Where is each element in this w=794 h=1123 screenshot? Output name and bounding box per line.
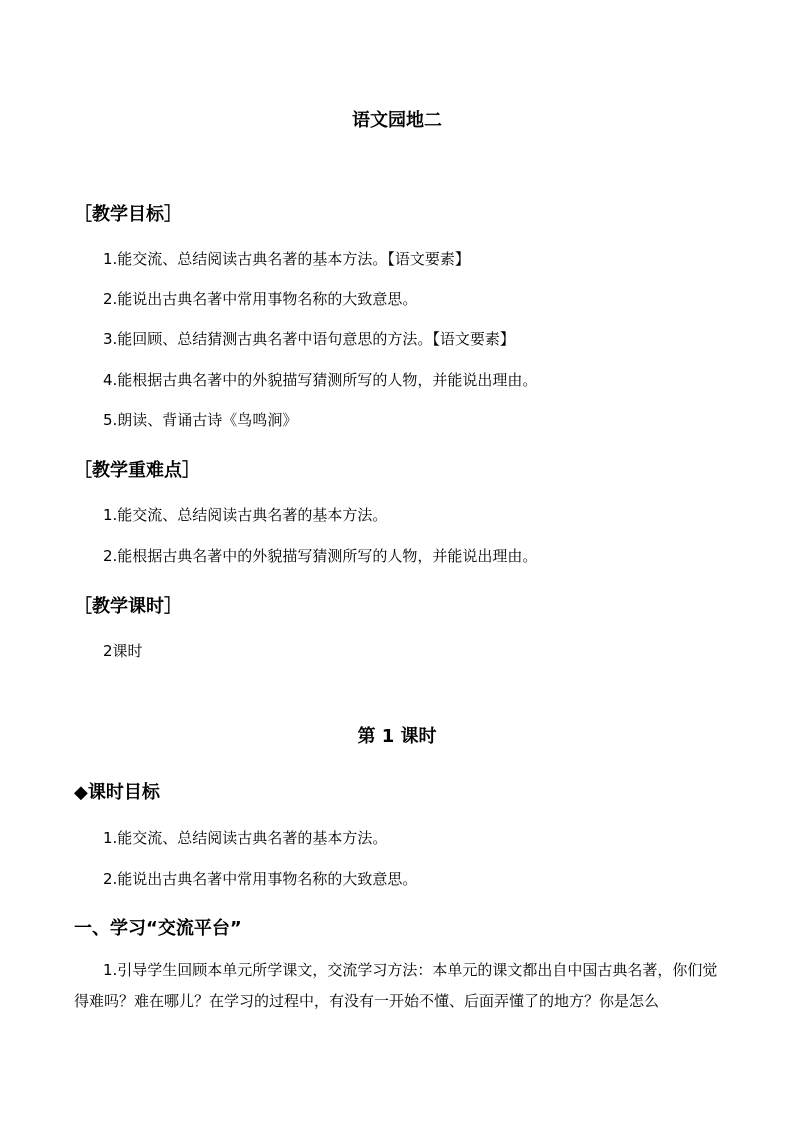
section-paragraph: 1.引导学生回顾本单元所学课文，交流学习方法：本单元的课文都出自中国古典名著，你们觉得难吗？难在哪儿？在学习的过程中，有没有一开始不懂、后面弄懂了的地方？你是怎么 <box>74 961 718 1010</box>
lesson-goals-heading: ◆课时目标 <box>74 782 160 803</box>
objectives-heading: ［教学目标］ <box>74 204 182 225</box>
document-title: 语文园地二 <box>352 110 442 131</box>
lesson-goal-item: 2.能说出古典名著中常用事物名称的大致意思。 <box>103 870 418 888</box>
key-point-item: 2.能根据古典名著中的外貌描写猜测所写的人物，并能说出理由。 <box>103 547 538 565</box>
key-point-item: 1.能交流、总结阅读古典名著的基本方法。 <box>103 506 388 524</box>
objective-item: 5.朗读、背诵古诗《鸟鸣涧》 <box>103 411 298 429</box>
lesson-goal-item: 1.能交流、总结阅读古典名著的基本方法。 <box>103 829 388 847</box>
objective-item: 3.能回顾、总结猜测古典名著中语句意思的方法。【语文要素】 <box>103 330 515 348</box>
objective-item: 4.能根据古典名著中的外貌描写猜测所写的人物，并能说出理由。 <box>103 371 538 389</box>
periods-value: 2课时 <box>103 642 143 660</box>
periods-heading: ［教学课时］ <box>74 596 182 617</box>
key-points-heading: ［教学重难点］ <box>74 460 200 481</box>
objective-item: 2.能说出古典名著中常用事物名称的大致意思。 <box>103 290 418 308</box>
lesson-title: 第 1 课时 <box>357 726 437 747</box>
section-title: 一、学习“交流平台” <box>74 918 242 939</box>
objective-item: 1.能交流、总结阅读古典名著的基本方法。【语文要素】 <box>103 250 470 268</box>
